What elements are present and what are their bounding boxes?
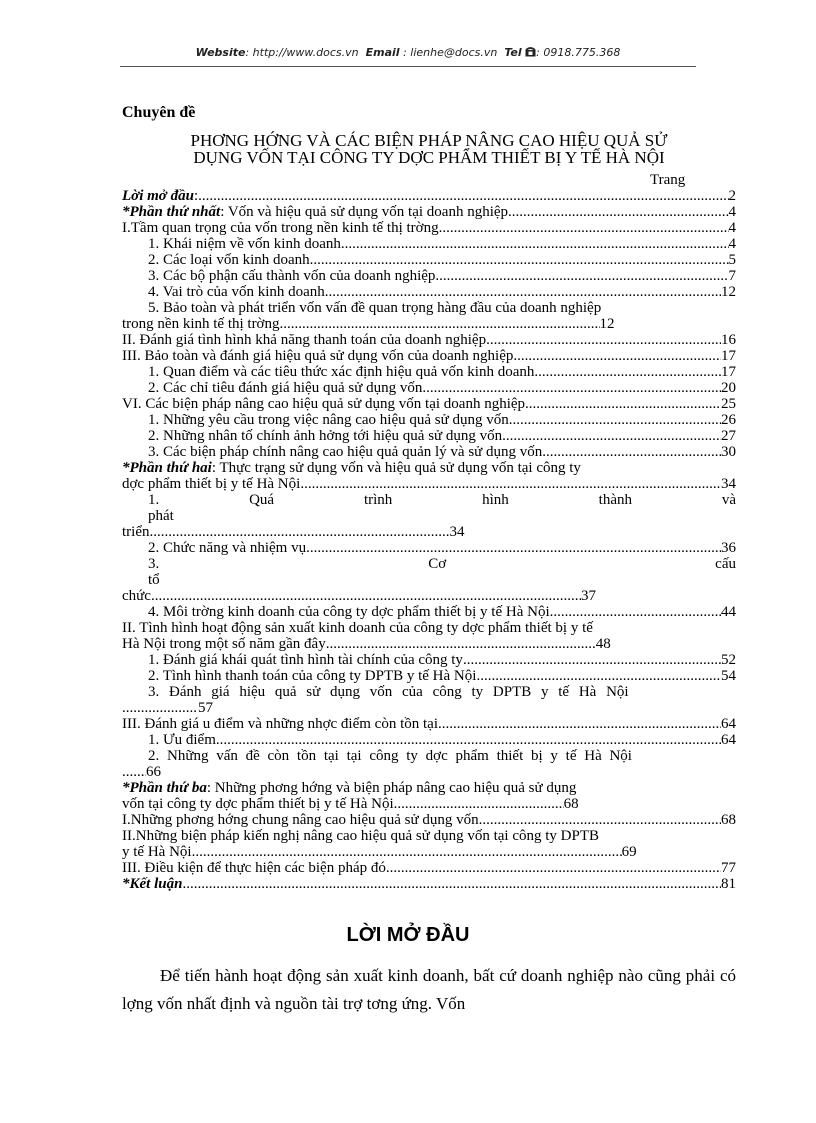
phone-icon [525,47,536,57]
toc-entry: II. Đánh giá tình hình khả năng thanh toán của doanh nghiệp ..... 16 [122,332,736,348]
page-header [120,46,696,59]
toc-entry: III. Điều kiện để thực hiện các biện pháp đó ..... 77 [122,860,736,876]
toc-entry: *Phần thứ ba: Những phơng hớng và biện pháp nâng cao hiệu quả sử dụng [122,780,577,796]
toc-entry: I.Tầm quan trọng của vốn trong nền kinh tế thị trờng ..... 4 [122,220,736,236]
toc-entry: 1. Ưu điểm ..... 64 [122,732,736,748]
toc-entry: 1. Những yêu cầu trong việc nâng cao hiệu quả sử dụng vốn ..... 26 [122,412,736,428]
toc-entry: 3. Các biện pháp chính nâng cao hiệu quả quản lý và sử dụng vốn ..... 30 [122,444,736,460]
toc-entry: 3. Cơ cấu tổ [148,556,736,588]
header-divider [120,66,696,67]
toc-entry: *Kết luận ..... 81 [122,876,736,892]
table-of-contents [122,188,736,892]
toc-entry: triển ..... 34 [122,524,736,540]
toc-entry: chức ..... 37 [122,588,736,604]
toc-entry: II.Những biện pháp kiến nghị nâng cao hiệu quả sử dụng vốn tại công ty DPTB [122,828,600,844]
toc-entry: *Phần thứ nhất : Vốn và hiệu quả sử dụng vốn tại doanh nghiệp ..... 4 [122,204,736,220]
toc-entry: 5. Bảo toàn và phát triển vốn vấn đề quan trọng hàng đầu của doanh nghiệp [148,300,602,316]
toc-entry: 1. Quan điểm và các tiêu thức xác định hiệu quả vốn kinh doanh ..... 17 [122,364,736,380]
tel-value: : 0918.775.368 [536,46,621,59]
paragraph-text: Để tiến hành hoạt động sản xuất kinh doanh, bất cứ doanh nghiệp nào cũng phải có lợng vốn nhất định và nguồn tài trợ tơng ứng. Vốn [122,966,736,1013]
section-heading: LỜI MỞ ĐẦU [346,924,470,946]
toc-entry: vốn tại công ty dợc phẩm thiết bị y tế Hà Nội ..... 68 [122,796,736,812]
website-value: : http://www.docs.vn [245,46,359,59]
title-line-2: DỤNG VỐN TẠI CÔNG TY DỢC PHẨM THIẾT BỊ Y TẾ HÀ NỘI [193,148,665,167]
toc-entry: y tế Hà Nội ..... 69 [122,844,736,860]
intro-paragraph [122,962,736,1018]
email-label: Email [365,46,400,59]
toc-entry: III. Đánh giá u điểm và những nhợc điểm còn tồn tại ..... 64 [122,716,736,732]
toc-entry: ..... 57 [122,700,736,716]
toc-entry: 2. Những nhân tố chính ảnh hởng tới hiệu quả sử dụng vốn ..... 27 [122,428,736,444]
toc-entry: trong nền kinh tế thị trờng ..... 12 [122,316,736,332]
email-value: : lienhe@docs.vn [403,46,498,59]
toc-entry: Hà Nội trong một số năm gần đây ..... 48 [122,636,736,652]
toc-entry: 2. Những vấn đề còn tồn tại tại công ty dợc phẩm thiết bị y tế Hà Nội [148,748,632,764]
toc-entry: Lời mở đầu : ..... 2 [122,188,736,204]
toc-entry: 3. Các bộ phận cấu thành vốn của doanh nghiệp ..... 7 [122,268,736,284]
toc-entry: 4. Môi trờng kinh doanh của công ty dợc phẩm thiết bị y tế Hà Nội ..... 44 [122,604,736,620]
page-column-label: Trang [650,172,686,188]
document-title [122,132,736,166]
toc-entry: 1. Đánh giá khái quát tình hình tài chính của công ty ..... 52 [122,652,736,668]
toc-entry: VI. Các biện pháp nâng cao hiệu quả sử dụng vốn tại doanh nghiệp ..... 25 [122,396,736,412]
tel-label: Tel [504,46,522,59]
toc-entry: I.Những phơng hớng chung nâng cao hiệu quả sử dụng vốn ..... 68 [122,812,736,828]
toc-entry: 4. Vai trò của vốn kinh doanh ..... 12 [122,284,736,300]
toc-entry: 3. Đánh giá hiệu quả sử dụng vốn của công ty DPTB y tế Hà Nội [148,684,629,700]
document-type-label: Chuyên đề [122,104,196,121]
website-label: Website [195,46,246,59]
title-line-1: PHƠNG HỚNG VÀ CÁC BIỆN PHÁP NÂNG CAO HIỆU QUẢ SỬ [190,131,668,150]
toc-entry: dợc phẩm thiết bị y tế Hà Nội ..... 34 [122,476,736,492]
toc-entry: 2. Các loại vốn kinh doanh ..... 5 [122,252,736,268]
toc-entry: *Phần thứ hai: Thực trạng sử dụng vốn và hiệu quả sử dụng vốn tại công ty [122,460,581,476]
toc-entry: 2. Chức năng và nhiệm vụ ..... 36 [122,540,736,556]
toc-entry: ..... 66 [122,764,736,780]
toc-entry: 2. Các chỉ tiêu đánh giá hiệu quả sử dụng vốn ..... 20 [122,380,736,396]
toc-entry: III. Bảo toàn và đánh giá hiệu quả sử dụng vốn của doanh nghiệp ..... 17 [122,348,736,364]
toc-entry: 1. Quá trình hình thành và phát [148,492,736,524]
toc-entry: 1. Khái niệm về vốn kinh doanh ..... 4 [122,236,736,252]
toc-entry: 2. Tình hình thanh toán của công ty DPTB y tế Hà Nội ..... 54 [122,668,736,684]
toc-entry: II. Tình hình hoạt động sản xuất kinh doanh của công ty dợc phẩm thiết bị y tế [122,620,593,636]
